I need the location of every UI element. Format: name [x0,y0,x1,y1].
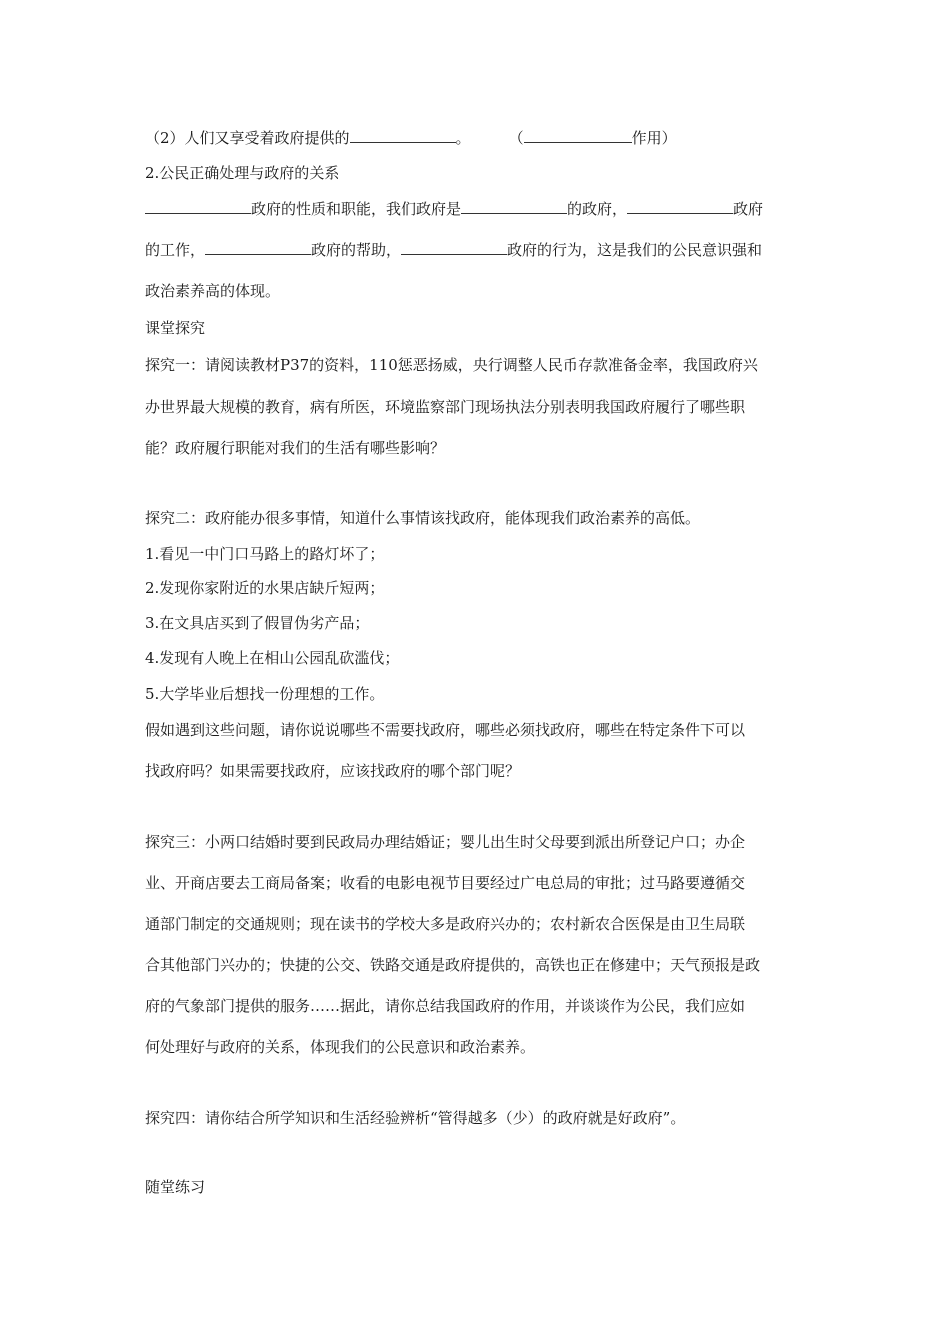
government-services-line [145,128,810,148]
explore2-item: 3.在文具店买到了假冒伪劣产品； [145,614,370,632]
explore4-line: 探究四：请你结合所学知识和生活经验辨析“管得越多（少）的政府就是好政府”。 [145,1109,686,1127]
relationship-text-1a: 政府的性质和职能，我们政府是 [251,200,462,218]
relationship-heading: 2.公民正确处理与政府的关系 [145,164,340,182]
explore2-item: 4.发现有人晚上在相山公园乱砍滥伐； [145,649,400,667]
explore2-item: 2.发现你家附近的水果店缺斤短两； [145,579,385,597]
fill-blank [461,199,567,214]
relationship-line-1 [145,199,810,219]
explore3-line: 通部门制定的交通规则；现在读书的学校大多是政府兴办的；农村新农合医保是由卫生局联 [145,915,746,933]
role-open-paren: （ [508,129,524,147]
class-exploration-title: 课堂探究 [145,319,206,337]
fill-blank [205,240,311,255]
explore3-line: 何处理好与政府的关系，体现我们的公民意识和政治素养。 [145,1038,536,1056]
relationship-line-2 [145,240,810,260]
relationship-line-3: 政治素养高的体现。 [145,282,281,300]
explore1-line: 能？政府履行职能对我们的生活有哪些影响？ [145,439,446,457]
fill-blank [627,199,733,214]
explore2-question: 找政府吗？如果需要找政府，应该找政府的哪个部门呢？ [145,762,521,780]
fill-blank [145,199,251,214]
role-text: 作用） [631,129,677,147]
practice-title: 随堂练习 [145,1178,206,1196]
relationship-text-2a: 的工作， [145,241,206,259]
role-blank [524,128,632,143]
explore1-line: 探究一：请阅读教材P37的资料，110惩恶扬威，央行调整人民币存款准备金率，我国政府兴 [145,356,758,374]
relationship-text-2b: 政府的帮助， [311,241,402,259]
explore2-intro: 探究二：政府能办很多事情，知道什么事情该找政府，能体现我们政治素养的高低。 [145,509,701,527]
explore3-line: 业、开商店要去工商局备案；收看的电影电视节目要经过广电总局的审批；过马路要遵循交 [145,874,746,892]
explore2-question: 假如遇到这些问题，请你说说哪些不需要找政府，哪些必须找政府，哪些在特定条件下可以 [145,721,746,739]
relationship-text-1b: 的政府， [567,200,628,218]
relationship-text-1c: 政府 [733,200,764,218]
explore1-line: 办世界最大规模的教育，病有所医，环境监察部门现场执法分别表明我国政府履行了哪些职 [145,398,746,416]
services-text: （2）人们又享受着政府提供的 [145,129,350,147]
explore3-line: 探究三：小两口结婚时要到民政局办理结婚证；婴儿出生时父母要到派出所登记户口；办企 [145,833,746,851]
services-blank [350,128,456,143]
explore3-line: 合其他部门兴办的；快捷的公交、铁路交通是政府提供的，高铁也正在修建中；天气预报是政 [145,956,761,974]
explore3-line: 府的气象部门提供的服务……据此，请你总结我国政府的作用，并谈谈作为公民，我们应如 [145,997,746,1015]
explore2-item: 5.大学毕业后想找一份理想的工作。 [145,685,385,703]
relationship-text-2c: 政府的行为，这是我们的公民意识强和 [507,241,763,259]
fill-blank [401,240,507,255]
services-period: 。 [455,129,471,147]
explore2-item: 1.看见一中门口马路上的路灯坏了； [145,545,385,563]
